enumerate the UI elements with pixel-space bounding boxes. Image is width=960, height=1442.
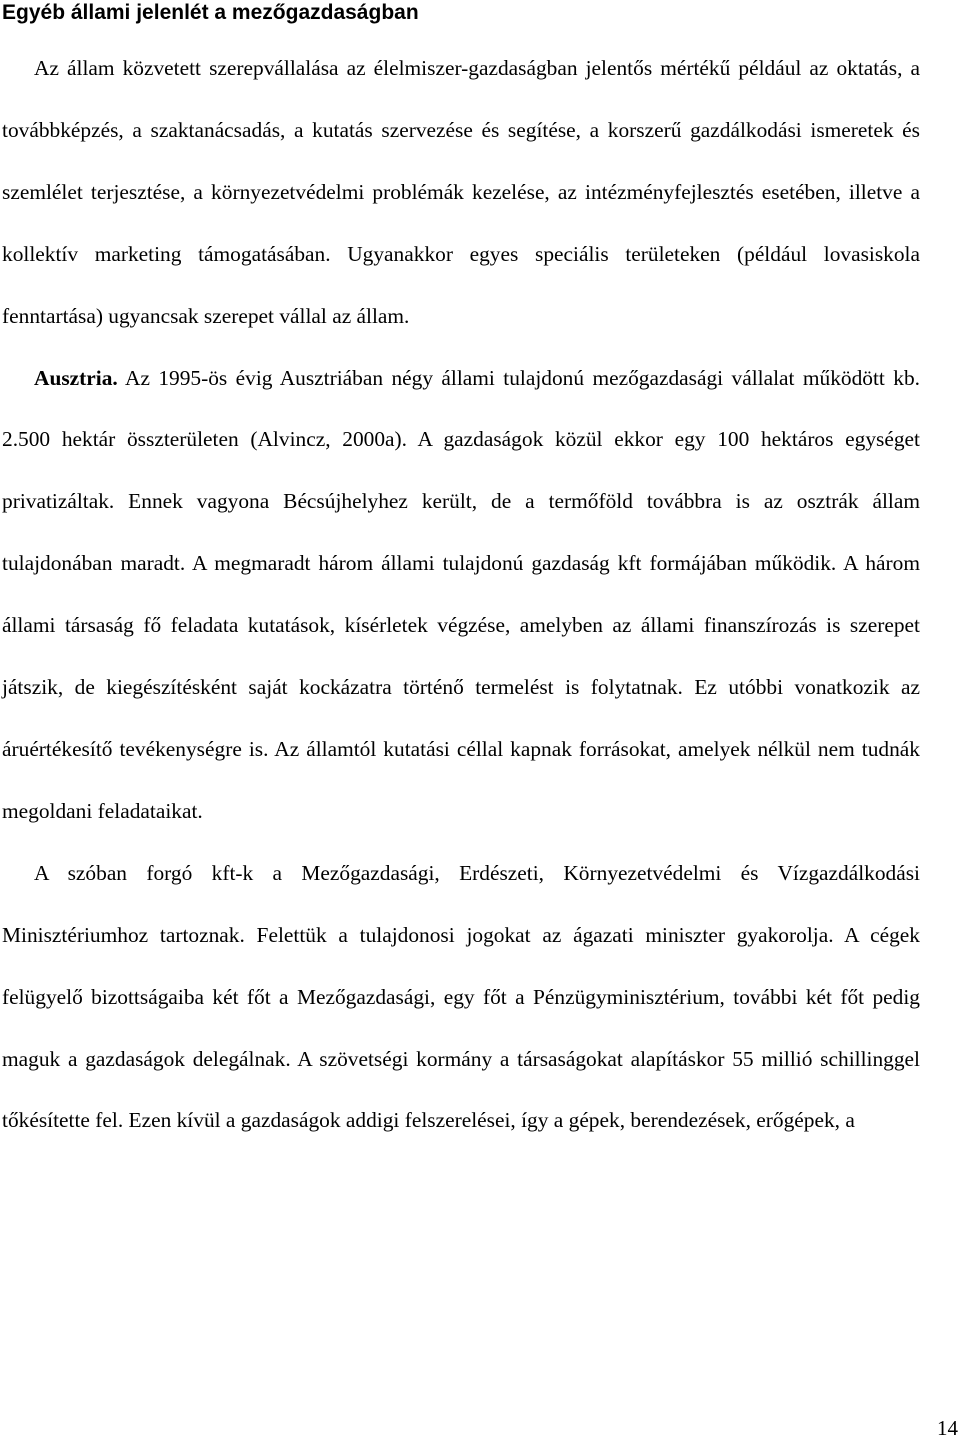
paragraph-2-lead: Ausztria. [34, 365, 118, 390]
paragraph-1-text: Az állam közvetett szerepvállalása az élelmiszer-gazdaságban jelentős mértékű például az oktatás, a továbbképzés, a szaktanácsadás, a kutatás szervezése és segítése, a korszerű gazdálkodási ismeretek és szemlélet terjesztése, a környezetvédelmi problémák kezelése, az intézményfejlesztés esetében, illetve a kollektív marketing támogatásában. Ugyanakkor egyes speciális területeken (például lovasiskola fenntartása) ugyancsak szerepet vállal az állam. [2, 56, 920, 328]
body-text [2, 38, 920, 1152]
paragraph-1 [2, 38, 920, 348]
paragraph-2-text: Az 1995-ös évig Ausztriában négy állami tulajdonú mezőgazdasági vállalat működött kb. 2.500 hektár összterületen (Alvincz, 2000a). A gazdaságok közül ekkor egy 100 hektáros egységet privatizáltak. Ennek vagyona Bécsújhelyhez került, de a termőföld továbbra is az osztrák állam tulajdonában maradt. A megmaradt három állami tulajdonú gazdaság kft formájában működik. A három állami társaság fő feladata kutatások, kísérletek végzése, amelyben az állami finanszírozás is szerepet játszik, de kiegészítésként saját kockázatra történő termelést is folytatnak. Ez utóbbi vonatkozik az áruértékesítő tevékenységre is. Az államtól kutatási céllal kapnak forrásokat, amelyek nélkül nem tudnák megoldani feladataikat. [2, 365, 920, 823]
page-number: 14 [937, 1416, 958, 1440]
paragraph-3 [2, 843, 920, 1153]
paragraph-3-text: A szóban forgó kft-k a Mezőgazdasági, Erdészeti, Környezetvédelmi és Vízgazdálkodási Minisztériumhoz tartoznak. Felettük a tulajdonosi jogokat az ágazati miniszter gyakorolja. A cégek felügyelő bizottságaiba két főt a Mezőgazdasági, egy főt a Pénzügyminisztérium, további két főt pedig maguk a gazdaságok delegálnak. A szövetségi kormány a társaságokat alapításkor 55 millió schillinggel tőkésítette fel. Ezen kívül a gazdaságok addigi felszerelései, így a gépek, berendezések, erőgépek, a [2, 860, 920, 1133]
section-heading: Egyéb állami jelenlét a mezőgazdaságban [2, 1, 419, 24]
paragraph-2 [2, 348, 920, 843]
